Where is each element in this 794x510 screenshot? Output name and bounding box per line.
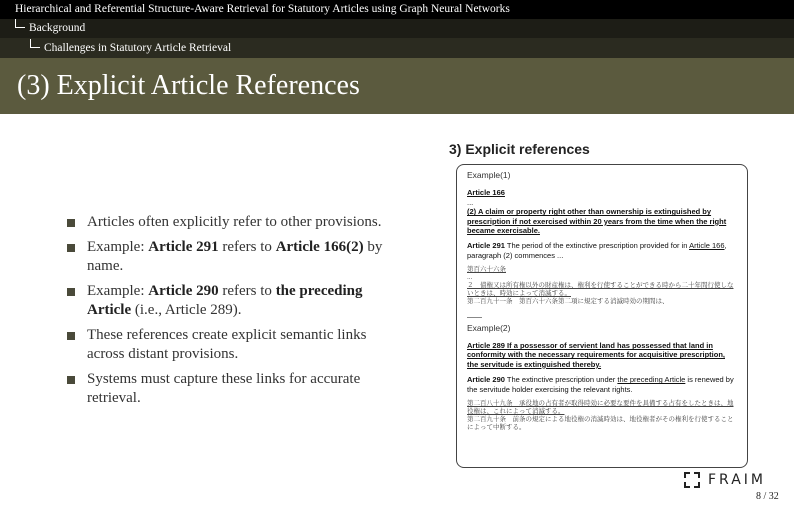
section-name: Background xyxy=(29,22,86,34)
slide-title: (3) Explicit Article References xyxy=(17,70,360,101)
bullet-text: Example: xyxy=(87,239,149,255)
bullet-item xyxy=(65,282,405,320)
bullet-list xyxy=(65,213,405,414)
example2-article289: Article 289 If a possessor of servient land has possessed that land in conformity with the necessary requirements for acquisitive prescription, the servitude is extinguished thereby. xyxy=(467,341,725,369)
example2-article290 xyxy=(467,375,737,394)
bullet-text: These references create explicit semantic links across distant provisions. xyxy=(87,327,367,362)
bullet-square-icon xyxy=(67,244,75,252)
article291-lead: Article 291 xyxy=(467,241,505,251)
example1-jp-line1: ２ 債権又は所有権以外の財産権は、権利を行使することができる時から二十年間行使しないときは、時効によって消滅する。 xyxy=(467,282,734,298)
bullet-text: Articles often explicitly refer to other provisions. xyxy=(87,214,382,230)
section-breadcrumb xyxy=(0,19,794,38)
article291-text-b: , paragraph (2) commences ... xyxy=(467,241,727,260)
logo-text: FRAIM xyxy=(708,472,766,488)
article291-reference: Article 166 xyxy=(689,241,725,251)
presentation-title: Hierarchical and Referential Structure-Aware Retrieval for Statutory Articles using Graph Neural Networks xyxy=(15,3,510,15)
bullet-text: refers to xyxy=(218,283,276,299)
bullet-text: by name. xyxy=(87,239,383,274)
bullet-text: Article 166(2) xyxy=(275,239,364,255)
example1-jp-line2: 第二百九十一条 第百六十六条第二項に規定する消滅時効の期間は、 xyxy=(467,298,669,306)
subsection-breadcrumb xyxy=(0,38,794,58)
example2-jp-line2: 第二百九十条 前条の規定による地役権の消滅時効は、地役権者がその権利を行使することによって中断する。 xyxy=(467,416,734,432)
example1-ellipsis: ... xyxy=(467,197,474,207)
article290-text-b: is renewed by the servitude holder exercising the relevant rights. xyxy=(467,375,734,394)
bullet-text: Systems must capture these links for accurate retrieval. xyxy=(87,371,361,406)
subsection-name: Challenges in Statutory Article Retrieval xyxy=(44,42,232,54)
logo-bracket-icon xyxy=(684,472,700,488)
bullet-square-icon xyxy=(67,332,75,340)
example2-jp-line1: 第二百八十九条 承役地の占有者が取得時効に必要な要件を具備する占有をしたときは、地役権は、これによって消滅する。 xyxy=(467,400,734,416)
bullet-text: (i.e., Article 289). xyxy=(131,302,242,318)
bullet-square-icon xyxy=(67,288,75,296)
page-number: 8 / 32 xyxy=(756,491,779,502)
bullet-item xyxy=(65,238,405,276)
article291-text-a: The period of the extinctive prescription provided for in xyxy=(504,241,690,251)
example1-article-heading: Article 166 xyxy=(467,188,505,198)
figure-box xyxy=(456,164,748,468)
example1-jp-heading: 第百六十六条 xyxy=(467,266,506,274)
article290-reference: the preceding Article xyxy=(617,375,686,385)
bullet-item xyxy=(65,326,405,364)
presentation-title-bar xyxy=(0,0,794,19)
example1-label: Example(1) xyxy=(467,170,511,180)
example2-label: Example(2) xyxy=(467,322,511,333)
fraim-logo xyxy=(684,471,782,489)
article290-lead: Article 290 xyxy=(467,375,505,385)
breadcrumb-branch-icon xyxy=(15,19,25,28)
article290-text-a: The extinctive prescription under xyxy=(504,375,618,385)
bullet-text: Article 290 xyxy=(148,283,219,299)
bullet-text: Article 291 xyxy=(148,239,219,255)
example1-article291 xyxy=(467,241,737,260)
figure-title: 3) Explicit references xyxy=(449,141,590,157)
example-separator: —— xyxy=(467,312,482,322)
example1-paragraph: (2) A claim or property right other than ownership is extinguished by prescription if not exercised within 20 years from the time when the right became exercisable. xyxy=(467,207,727,236)
slide-title-bar xyxy=(0,58,794,114)
bullet-text: Example: xyxy=(87,283,149,299)
bullet-text: refers to xyxy=(218,239,276,255)
breadcrumb-branch-icon xyxy=(30,39,40,48)
bullet-item xyxy=(65,213,405,232)
bullet-item xyxy=(65,370,405,408)
bullet-square-icon xyxy=(67,219,75,227)
bullet-square-icon xyxy=(67,376,75,384)
bullet-text: the preceding Article xyxy=(87,283,363,318)
example1-jp-ellipsis: ... xyxy=(467,274,473,282)
